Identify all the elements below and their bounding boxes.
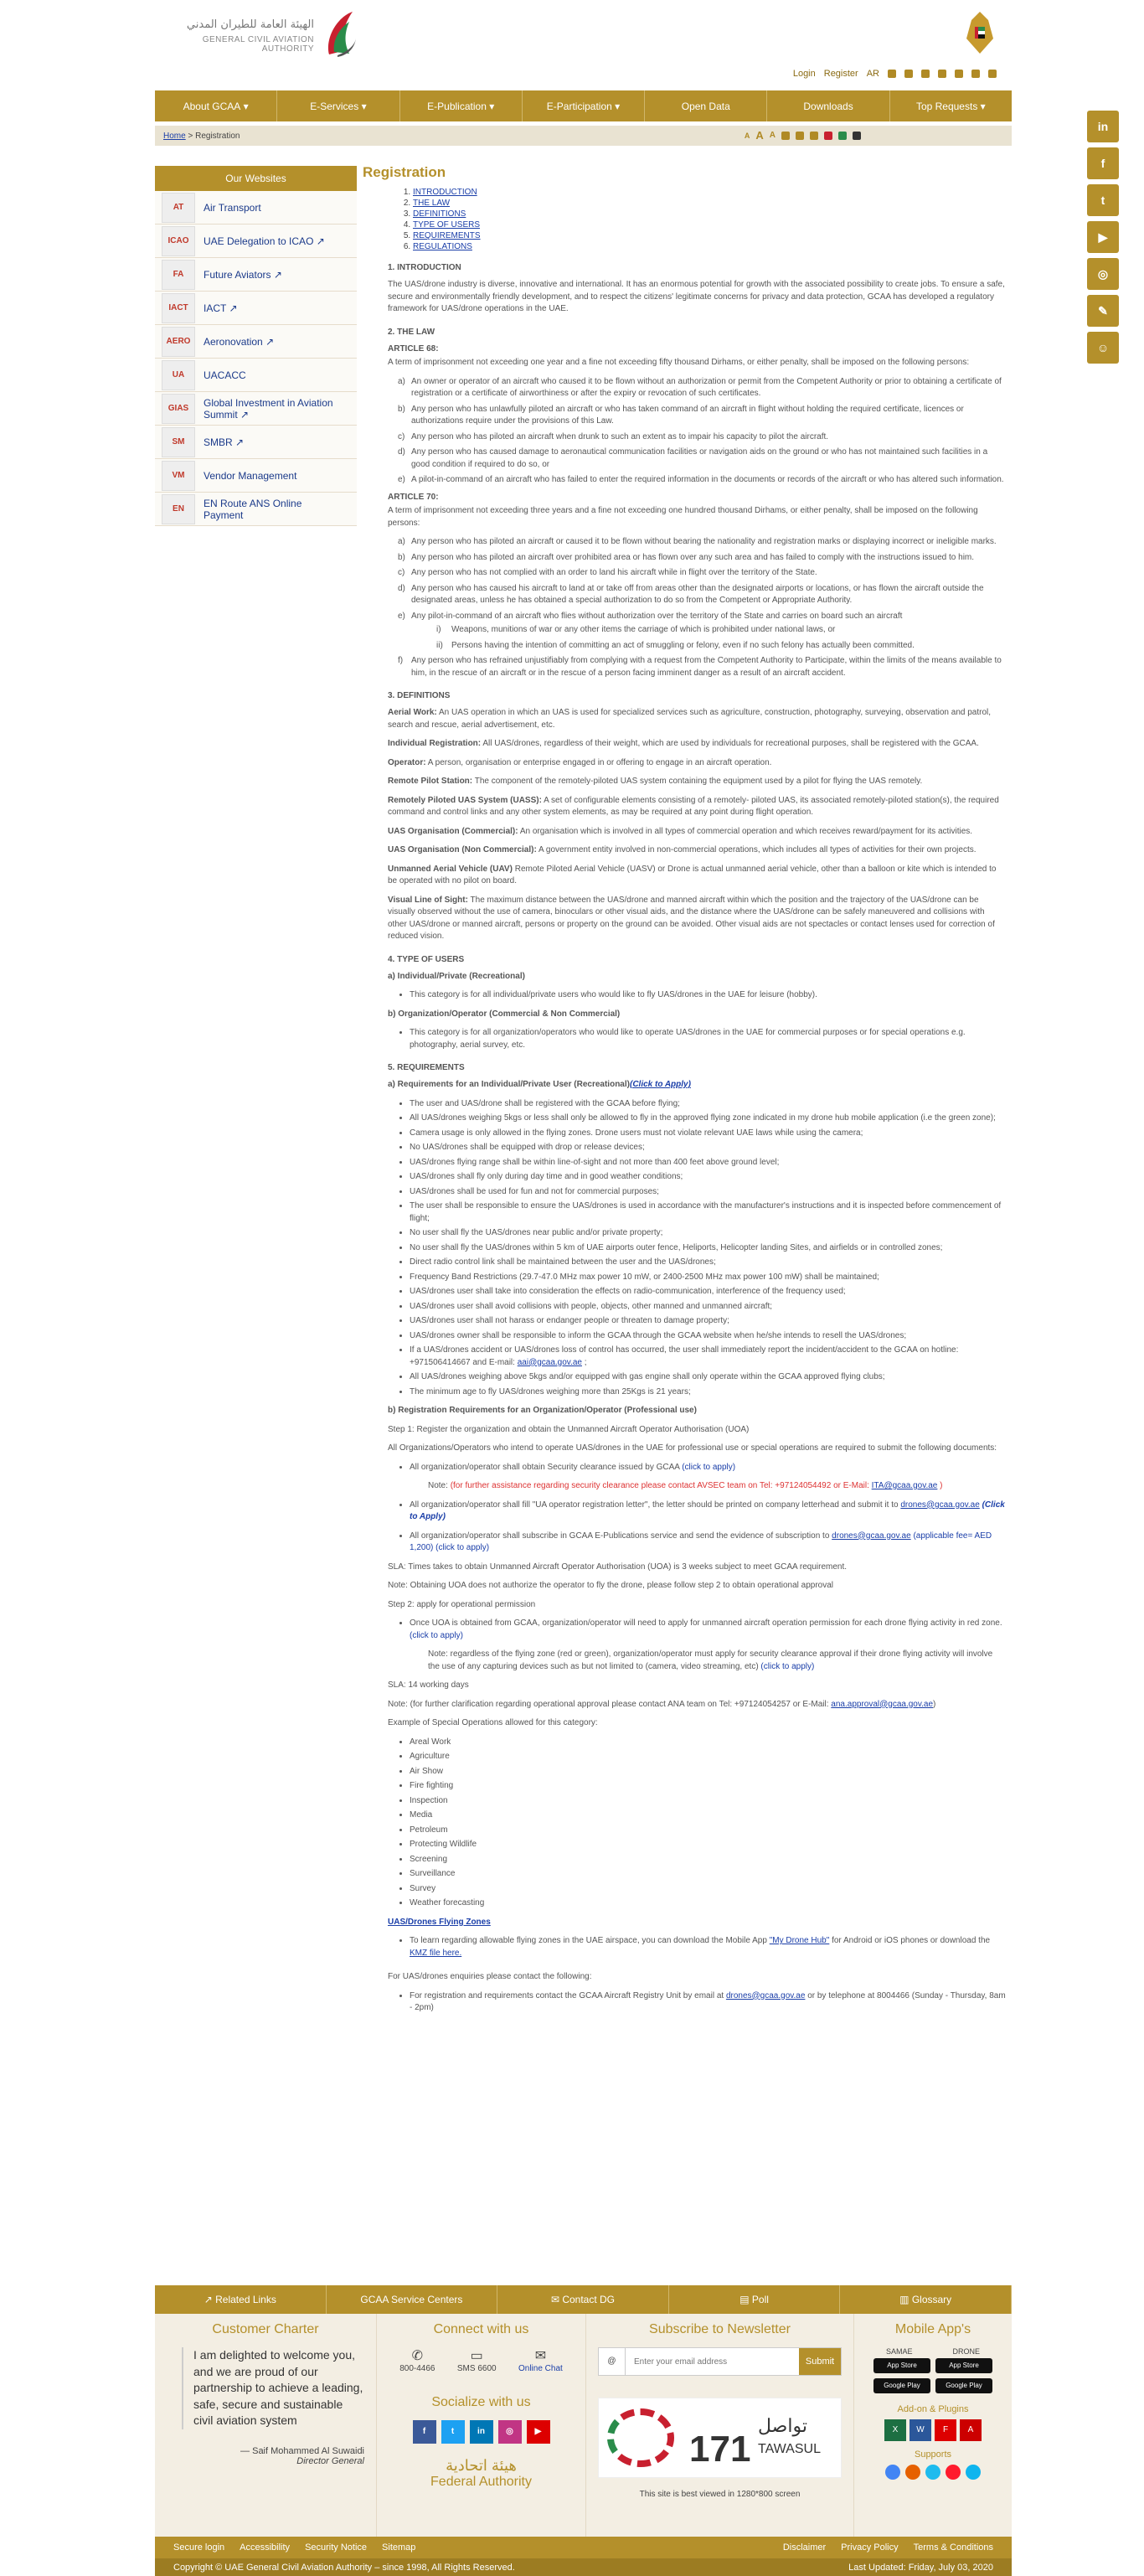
gias-icon: GIAS [162, 394, 195, 424]
article-68-list [398, 376, 1006, 487]
sms-contact[interactable]: ▭ SMS 6600 [456, 2349, 497, 2373]
phone-icon: ✆ [411, 2349, 424, 2363]
samae-googleplay-button[interactable]: Google Play [873, 2378, 930, 2393]
list-item: • The user and UAS/drone shall be registered with the GCAA before flying; [410, 1098, 1006, 1111]
list-item: • No user shall fly the UAS/drones near public and/or private property; [410, 1227, 1006, 1240]
nav-eservices[interactable] [277, 90, 399, 121]
step2-list [410, 1618, 1006, 1642]
breadcrumb-separator: > [188, 131, 193, 141]
list-item: • UAS/drones user shall not harass or endanger people or threaten to damage property; [410, 1315, 1006, 1328]
list-item: • All organization/operator shall subscribe in GCAA E-Publications service and send the evidence of subscription to drones@gcaa.gov.ae (applicable fee= AED 1,200) (click to apply) [410, 1531, 1006, 1555]
social-rail [1087, 111, 1119, 369]
list-item: • Frequency Band Restrictions (29.7-47.0 MHz max power 10 mW, or 2400-2500 MHz max power 100 mW) shall be maintained; [410, 1272, 1006, 1284]
external-link-icon: ↗ [204, 2294, 216, 2305]
list-item: • To learn regarding allowable flying zones in the UAE airspace, you can download the Mobile App "My Drone Hub" for Android or iOS phones or download the KMZ file here. [410, 1935, 1006, 1959]
chevron-down-icon: ▾ [361, 100, 367, 112]
special-operation-item: • Inspection [410, 1795, 1006, 1808]
sidebar-item-label: Air Transport [204, 201, 261, 214]
toc-requirements[interactable]: REQUIREMENTS [413, 231, 481, 240]
special-operation-item: • Agriculture [410, 1751, 1006, 1763]
flying-zones-list [410, 1935, 1006, 1959]
list-item: • UAS/drones user shall avoid collisions with people, objects, other manned and unmanned aircraft; [410, 1301, 1006, 1314]
connect-title: Connect with us [433, 2322, 529, 2336]
user-type-list [410, 989, 1006, 1002]
sub-item: Weapons, munitions of war or any other items the carriage of which is prohibited under national laws, or [451, 625, 836, 634]
definition: Operator: A person, organisation or enterprise engaged in or offering to engage in an aircraft operation. [388, 757, 772, 767]
top-links [793, 69, 997, 79]
individual-apply-link[interactable]: (Click to Apply) [629, 1080, 691, 1089]
footer-bar-label: GCAA Service Centers [360, 2294, 463, 2305]
nav-top-requests[interactable] [890, 90, 1012, 121]
sidebar-item-label: UACACC [204, 369, 246, 381]
air-transport-icon: AT [162, 193, 195, 223]
drone-appstore-button[interactable]: App Store [935, 2358, 992, 2373]
sla-text: SLA: 14 working days [388, 1680, 469, 1690]
enquiries-list [410, 1990, 1006, 2015]
excel-icon[interactable]: X [884, 2419, 906, 2441]
list-item: • No user shall fly the UAS/drones within 5 km of UAE airports outer fence, Heliports, Helicopter landing Sites, and airfields or in controlled zones; [410, 1242, 1006, 1255]
charter-title: Customer Charter [212, 2322, 319, 2336]
ana-note: Note: (for further clarification regarding operational approval please contact ANA team on Tel: +97124054257 or E-Mail: ana.approval@gcaa.gov.ae) [388, 1699, 936, 1709]
mail-icon[interactable] [921, 70, 930, 78]
future-aviators-icon: FA [162, 260, 195, 290]
home-icon[interactable] [988, 70, 997, 78]
samae-app-label: SAMAE [885, 2347, 913, 2356]
terms-link[interactable]: Terms & Conditions [913, 2542, 993, 2553]
newsletter-title: Subscribe to Newsletter [649, 2322, 791, 2336]
list-item: • All UAS/drones weighing 5kgs or less shall only be allowed to fly in the approved flying zone indicated in my drone hub mobile application (i.e the green zone); [410, 1112, 1006, 1125]
list-item: • If a UAS/drones accident or UAS/drones loss of control has occurred, the user shall immediately report the incident/accident to the GCAA on hotline: +971506414667 and E-mail: aai@gcaa.gov.ae ; [410, 1345, 1006, 1369]
individual-requirements-list [410, 1098, 1006, 1399]
enquiries-text: For UAS/drones enquiries please contact the following: [388, 1972, 592, 1981]
online-chat[interactable]: ✉ Online Chat [518, 2349, 563, 2373]
footer [155, 2314, 1012, 2537]
charter-name: — Saif Mohammed Al Suwaidi [240, 2445, 364, 2456]
list-item: • UAS/drones user shall take into consideration the effects on radio-communication, interference of the frequency used; [410, 1286, 1006, 1298]
nav-downloads[interactable] [767, 90, 889, 121]
linkedin-icon[interactable]: in [470, 2420, 493, 2444]
customer-charter [155, 2314, 377, 2537]
drone-googleplay-button[interactable]: Google Play [935, 2378, 992, 2393]
page-tools [745, 129, 861, 142]
toc-introduction[interactable]: INTRODUCTION [413, 188, 477, 197]
logo-english-text: GENERAL CIVIL AVIATION AUTHORITY [202, 35, 314, 54]
sidebar-item-icao[interactable] [155, 225, 357, 258]
breadcrumb-current: Registration [195, 131, 240, 141]
logo-arabic-text: الهيئة العامة للطيران المدني [186, 18, 314, 31]
nav-label: Open Data [681, 100, 730, 112]
chevron-down-icon: ▾ [243, 100, 249, 112]
definition: Unmanned Aerial Vehicle (UAV) Remote Piloted Aerial Vehicle (UASV) or Drone is actual unmanned aerial vehicle, other than a balloon or kite which is intended to be operated with no pilot on board. [388, 864, 997, 885]
mobile-icon[interactable] [971, 70, 980, 78]
toc-law[interactable]: THE LAW [413, 199, 451, 208]
ana-email-link[interactable]: ana.approval@gcaa.gov.ae [831, 1699, 934, 1709]
section-heading: 2. THE LAW [388, 327, 435, 337]
list-item: • UAS/drones owner shall be responsible to inform the GCAA through the GCAA website when he/she intends to resell the UAS/drones; [410, 1330, 1006, 1343]
copyright-bar [155, 2558, 1012, 2576]
registration-letter-apply-link[interactable]: (Click to Apply) [410, 1500, 1005, 1521]
twitter-icon[interactable]: t [1087, 184, 1119, 216]
uacacc-icon: UA [162, 360, 195, 390]
newsletter [586, 2314, 854, 2537]
special-operation-item: • Weather forecasting [410, 1897, 1006, 1910]
sitemap-link[interactable]: Sitemap [382, 2542, 416, 2553]
connect-with-us [377, 2314, 586, 2537]
federal-authority-english: Federal Authority [430, 2475, 532, 2489]
list-item: • The user shall be responsible to ensure the UAS/drones is used in accordance with the manufacturer's instructions and it is inspected before commencement of flight; [410, 1200, 1006, 1225]
documents-list [410, 1462, 1006, 1474]
security-approval-apply-link[interactable]: (click to apply) [760, 1661, 815, 1671]
section-heading: 5. REQUIREMENTS [388, 1063, 465, 1072]
chrome-icon [885, 2465, 900, 2480]
font-reset-button[interactable]: A [755, 129, 764, 142]
facebook-icon[interactable]: f [413, 2420, 436, 2444]
footer-bar [155, 2285, 1012, 2314]
special-operations-list [410, 1737, 1006, 1910]
print-icon[interactable] [810, 132, 818, 140]
operation-permission-apply-link[interactable]: (click to apply) [410, 1630, 463, 1640]
drone-app-label: DRONE [952, 2347, 980, 2356]
ita-email-link[interactable]: ITA@gcaa.gov.ae [871, 1481, 938, 1490]
list-item: • All organization/operator shall obtain Security clearance issued by GCAA (click to apply) [410, 1462, 1006, 1474]
nav-open-data[interactable] [645, 90, 767, 121]
subheading: b) Registration Requirements for an Organization/Operator (Professional use) [388, 1406, 697, 1415]
subheading: a) Individual/Private (Recreational) [388, 971, 525, 981]
nav-label: E-Services [310, 100, 359, 112]
instagram-icon[interactable]: ◎ [1087, 258, 1119, 290]
copyright-text: Copyright © UAE General Civil Aviation Authority – since 1998, All Rights Reserved. [173, 2562, 515, 2573]
federal-authority-arabic: هيئة اتحادية [446, 2457, 517, 2474]
special-operation-item: • Surveillance [410, 1868, 1006, 1881]
toc-type-of-users[interactable]: TYPE OF USERS [413, 220, 481, 230]
drones-email-link[interactable]: drones@gcaa.gov.ae [832, 1531, 911, 1541]
nav-about[interactable] [155, 90, 277, 121]
sub-item: Persons having the intention of committing an act of smuggling or felony, even if no such felony has actually been committed. [451, 640, 915, 650]
uae-emblem-icon [963, 8, 997, 57]
sla-text: SLA: Times takes to obtain Unmanned Aircraft Operator Authorisation (UOA) is 3 weeks subject to meet GCAA requirement. [388, 1562, 848, 1572]
aeronovation-icon: AERO [162, 327, 195, 357]
poll-icon: ▤ [739, 2294, 752, 2305]
secure-login-link[interactable]: Secure login [173, 2542, 225, 2553]
intro-paragraph: The UAS/drone industry is diverse, innovative and international. It has an enormous potential for growth with the associated possibility to create jobs. To ensure a safe, secure and environmentally friendly development, and to respect the citizens' legitimate concerns for privacy and data protection, GCAA has developed a regulatory framework for UAS/drone operations in the UAE. [388, 280, 1005, 313]
nav-label: About GCAA [183, 100, 241, 112]
definition: Visual Line of Sight: The maximum distance between the UAS/drone and manned aircraft within which the position and the trajectory of the UAS/drone can be visually observed without the use of camera, binoculars or other visual aids, and the distance where the UAS/drone can be safely maneuvered and collisions with other UAS/drone or manned aircraft, persons or property on the ground can be avoided. Other visual aids are not spectacles or contact lenses used for correction of reduced vision. [388, 895, 995, 941]
samae-appstore-button[interactable]: App Store [873, 2358, 930, 2373]
sidebar-item-label: Future Aviators [204, 268, 271, 281]
sidebar-item-air-transport[interactable] [155, 191, 357, 225]
definition: Remotely Piloted UAS System (UASS): A set of configurable elements consisting of a remotely- piloted UAS, its associated remotely-piloted station(s), the required command and control links and any other system elements, as may be required at any point during flight operation. [388, 795, 999, 817]
section-heading: 4. TYPE OF USERS [388, 954, 465, 964]
iact-icon: IACT [162, 293, 195, 323]
sidebar-item-label: Global Investment in Aviation Summit [204, 396, 333, 421]
apps-title: Mobile App's [894, 2322, 971, 2336]
mobile-apps [854, 2314, 1012, 2537]
tawasul-arabic: تواصل [758, 2415, 807, 2436]
list-item: • No UAS/drones shall be equipped with drop or release devices; [410, 1142, 1006, 1154]
breadcrumb-home[interactable]: Home [163, 131, 186, 141]
tawasul-banner[interactable] [598, 2398, 842, 2478]
search-icon[interactable] [888, 70, 896, 78]
list-item: • Direct radio control link shall be maintained between the user and the UAS/drones; [410, 1257, 1006, 1269]
special-operation-item: • Media [410, 1809, 1006, 1822]
flying-zone-note: Note: regardless of the flying zone (red or green), organization/operator must apply for security clearance approval if their drone flying activity will involve the use of any capturing devices such as but not limited to (camera, video streaming, etc) (click to apply) [428, 1649, 993, 1671]
list-item: f) Any person who has refrained unjustifiably from complying with a request from the Competent Authority to Participate, within the limits of the means available to him, in the rescue of an aircraft or in the rescue of a person facing imminent danger as a result of an aircraft accident. [398, 656, 1002, 678]
youtube-icon[interactable]: ▶ [527, 2420, 550, 2444]
tawasul-number: 171 [689, 2429, 751, 2470]
toc-regulations[interactable]: REGULATIONS [413, 242, 472, 251]
instagram-icon[interactable]: ◎ [498, 2420, 522, 2444]
nav-label: E-Publication [427, 100, 487, 112]
footer-bar-label: Glossary [911, 2294, 952, 2305]
sidebar-item-uacacc[interactable] [155, 359, 357, 392]
definition: Remote Pilot Station: The component of the remotely-piloted UAS system containing the equipment used by a pilot for flying the UAS remotely. [388, 777, 923, 786]
definition: Aerial Work: An UAS operation in which an UAS is used for specialized services such as agriculture, construction, photography, surveying, observation and patrol, search and rescue, aerial advertisement, etc. [388, 708, 992, 730]
external-link-icon: ↗ [316, 235, 325, 247]
login-link[interactable]: Login [792, 69, 816, 79]
list-item: • Once UOA is obtained from GCAA, organization/operator will need to apply for unmanned aircraft operation permission for each drone flying activity in red zone. (click to apply) [410, 1618, 1006, 1642]
footer-bar-label: Related Links [215, 2294, 276, 2305]
happiness-icon[interactable]: ☺ [1087, 332, 1119, 364]
list-item: a) Any person who has piloted an aircraft or caused it to be flown without bearing the nationality and registration marks or displaying incorrect or ineligible marks. [398, 537, 997, 546]
sidebar-item-future-aviators[interactable] [155, 258, 357, 292]
arabic-link[interactable]: AR [866, 69, 879, 79]
list-item: • The minimum age to fly UAS/drones weighing more than 25Kgs is 21 years; [410, 1386, 1006, 1399]
best-viewed-text: This site is best viewed in 1280*800 screen [639, 2490, 801, 2499]
list-item: c) Any person who has piloted an aircraft when drunk to such an extent as to impair his capacity to pilot the aircraft. [398, 431, 829, 441]
sidebar-item-gias[interactable] [155, 392, 357, 426]
drones-email-link[interactable]: drones@gcaa.gov.ae [725, 1990, 806, 2000]
list-item: d) Any person who has caused his aircraft to land at or take off from areas other than the designated airports or locations, or has flown the aircraft outside the designated areas, unless he has obtained a special authorization to do so from the Competent or Appropriate Authority. [398, 583, 984, 605]
sidebar-item-iact[interactable] [155, 292, 357, 325]
chevron-down-icon: ▾ [615, 100, 621, 112]
sms-icon: ▭ [470, 2349, 483, 2363]
privacy-link[interactable]: Privacy Policy [841, 2542, 899, 2553]
special-operation-item: • Fire fighting [410, 1780, 1006, 1793]
sidebar-item-label: EN Route ANS Online Payment [204, 497, 302, 521]
chevron-down-icon: ▾ [980, 100, 986, 112]
drones-email-link[interactable]: drones@gcaa.gov.ae [900, 1500, 980, 1510]
list-item: • UAS/drones shall fly only during day time and in good weather conditions; [410, 1171, 1006, 1184]
sidebar-item-label: Aeronovation [204, 335, 263, 348]
linkedin-icon[interactable]: in [1087, 111, 1119, 142]
font-increase-button[interactable]: A [769, 131, 776, 140]
list-item: b) Any person who has unlawfully piloted an aircraft or who has taken command of an aircraft in flight without holding the required certificate, licences or authorizations require under the provisions of this Law. [398, 404, 964, 426]
uoa-note: Note: Obtaining UOA does not authorize the operator to fly the drone, please follow step 2 to obtain operational approval [388, 1581, 834, 1590]
page-title: Registration [363, 164, 446, 180]
toc-definitions[interactable]: DEFINITIONS [413, 209, 466, 219]
list-item: a) An owner or operator of an aircraft who caused it to be flown without an authorization or permit from the Competent Authority or prior to obtaining a certificate of registration or a certificate of airworthiness or after the expiry or revocation of such certificates. [398, 376, 1002, 398]
sitemap-icon[interactable] [955, 70, 963, 78]
external-link-icon: ↗ [265, 335, 275, 348]
socialize-title: Socialize with us [431, 2395, 531, 2409]
disclaimer-link[interactable]: Disclaimer [782, 2542, 827, 2553]
subheading: b) Organization/Operator (Commercial & Non Commercial) [388, 1009, 621, 1019]
newsletter-submit-button[interactable]: Submit [799, 2348, 841, 2375]
site-header [155, 0, 1012, 90]
service-centers-button[interactable] [327, 2285, 498, 2314]
step-text: Step 1: Register the organization and obtain the Unmanned Aircraft Operator Authorisation (UOA) [388, 1424, 750, 1434]
nav-label: Downloads [803, 100, 853, 112]
security-notice-link[interactable]: Security Notice [305, 2542, 368, 2553]
list-item: • UAS/drones shall be used for fun and not for commercial purposes; [410, 1186, 1006, 1199]
list-item: b) Any person who has piloted an aircraft over prohibited area or has flown over any such area and has failed to comply with the instructions issued to him. [398, 552, 975, 562]
fee-text: (applicable fee= AED 1,200) [410, 1531, 992, 1552]
vendor-icon: VM [162, 461, 195, 491]
special-operation-item: • Air Show [410, 1766, 1006, 1778]
smbr-icon: SM [162, 427, 195, 457]
special-operation-item: • Survey [410, 1883, 1006, 1896]
related-links-button[interactable] [155, 2285, 327, 2314]
accessibility-icon[interactable] [904, 70, 913, 78]
facebook-icon[interactable]: f [1087, 147, 1119, 179]
sidebar [155, 166, 357, 526]
sidebar-item-label: IACT [204, 302, 227, 314]
breadcrumb [155, 126, 1012, 146]
at-icon: @ [599, 2348, 626, 2375]
main-content [363, 164, 1006, 2021]
sidebar-item-smbr[interactable] [155, 426, 357, 459]
list-item: d) Any person who has caused damage to aeronautical communication facilities or navigation aids on the ground or who has not maintained such facilities in a good condition if required to do so, or [398, 447, 988, 469]
enroute-icon: EN [162, 494, 195, 524]
glossary-button[interactable] [840, 2285, 1012, 2314]
security-note: Note: (for further assistance regarding security clearance please contact AVSEC team on Tel: +97124054492 or E-Mail: ITA@gcaa.gov.ae ) [428, 1481, 943, 1490]
external-link-icon: ↗ [235, 436, 245, 448]
special-operation-item: • Protecting Wildlife [410, 1839, 1006, 1851]
external-link-icon: ↗ [273, 268, 282, 281]
article-paragraph: A term of imprisonment not exceeding one year and a fine not exceeding fifty thousand Dirhams, or either penalty, shall be imposed on the following persons: [388, 358, 970, 367]
twitter-icon[interactable]: t [441, 2420, 465, 2444]
color-green-icon[interactable] [838, 132, 847, 140]
accessibility-link[interactable]: Accessibility [240, 2542, 291, 2553]
section-heading: 1. INTRODUCTION [388, 263, 461, 272]
sidebar-item-label: Vendor Management [204, 469, 297, 482]
addon-title: Add-on & Plugins [897, 2404, 969, 2414]
gcaa-logo[interactable] [163, 8, 364, 59]
mail-icon: ✉ [550, 2294, 563, 2305]
youtube-icon[interactable]: ▶ [1087, 221, 1119, 253]
external-link-icon: ↗ [229, 302, 238, 314]
list-item: e) Any pilot-in-command of an aircraft who flies without authorization over the territory of the State and carries on board such an aircraft i) Weapons, munitions of war or any other items the carriage of which is prohibited under national laws, or ii) Persons having the intention of committing an act of smuggling or felony, even if no such felony has actually been committed. [398, 611, 915, 650]
charter-quote: I am delighted to welcome you, and we are proud of our partnership to achieve a leading, safe, secure and sustainable civil aviation system [182, 2347, 364, 2429]
safari-icon [966, 2465, 981, 2480]
color-dark-icon[interactable] [853, 132, 861, 140]
article-paragraph: A term of imprisonment not exceeding three years and a fine not exceeding one hundred thousand Dirhams, or either penalty, shall be imposed on the following persons: [388, 506, 978, 528]
email-icon[interactable] [796, 132, 804, 140]
article-70-list [398, 536, 1006, 679]
contact-dg-button[interactable] [497, 2285, 669, 2314]
list-item: • For registration and requirements contact the GCAA Aircraft Registry Unit by email at drones@gcaa.gov.ae or by telephone at 8004466 (Sunday - Thursday, 8am - 2pm) [410, 1990, 1006, 2015]
my-drone-hub-link[interactable]: "My Drone Hub" [769, 1936, 830, 1945]
section-heading: 3. DEFINITIONS [388, 691, 451, 700]
ie-icon [925, 2465, 940, 2480]
aai-email-link[interactable]: aai@gcaa.gov.ae [517, 1357, 582, 1367]
poll-button[interactable] [669, 2285, 841, 2314]
definition: UAS Organisation (Commercial): An organisation which is involved in all types of commercial operation and which receives reward/payment for its activities. [388, 826, 973, 836]
share-icon[interactable] [781, 132, 790, 140]
subheading: a) Requirements for an Individual/Private User (Recreational)(Click to Apply) [388, 1080, 691, 1089]
supports-title: Supports [914, 2450, 952, 2460]
list-item: • This category is for all organization/operators who would like to operate UAS/drones in the UAE for commercial purposes or for special operations e.g. photography, aerial survey, etc. [410, 1027, 1006, 1051]
falcon-logo-icon [321, 8, 358, 59]
list-item: • This category is for all individual/private users who would like to fly UAS/drones in the UAE for leisure (hobby). [410, 989, 1006, 1002]
flying-zones-link[interactable]: UAS/Drones Flying Zones [388, 1917, 491, 1927]
documents-list [410, 1500, 1006, 1555]
article-heading: ARTICLE 68: [388, 343, 439, 354]
feedback-icon[interactable]: ✎ [1087, 295, 1119, 327]
security-clearance-apply-link[interactable]: (click to apply) [682, 1462, 736, 1472]
external-link-icon: ↗ [240, 408, 250, 421]
charter-role: Director General [296, 2455, 364, 2466]
newsletter-email-input[interactable] [626, 2348, 799, 2375]
special-operation-item: • Screening [410, 1854, 1006, 1866]
sidebar-item-enroute[interactable] [155, 493, 357, 526]
list-item: e) A pilot-in-command of an aircraft who has failed to enter the required information in the documents or records of the aircraft or who has altered such information. [398, 475, 1004, 484]
list-item: • UAS/drones flying range shall be within line-of-sight and not more than 400 feet above ground level; [410, 1157, 1006, 1169]
kmz-file-link[interactable]: KMZ file here. [410, 1948, 462, 1958]
list-item: • All UAS/drones weighing above 5kgs and/or equipped with gas engine shall only operate within the GCAA approved flying clubs; [410, 1371, 1006, 1384]
definition: UAS Organisation (Non Commercial): A government entity involved in non-commercial operations, which includes all types of activities for their own projects. [388, 845, 977, 854]
sidebar-item-aeronovation[interactable] [155, 325, 357, 359]
phone-icon[interactable] [938, 70, 946, 78]
chevron-down-icon: ▾ [489, 100, 495, 112]
word-icon[interactable]: W [910, 2419, 931, 2441]
user-type-list [410, 1027, 1006, 1051]
list-item: • Camera usage is only allowed in the flying zones. Drone users must not violate relevant UAE laws while using the camera; [410, 1128, 1006, 1140]
special-ops-heading: Example of Special Operations allowed for this category: [388, 1718, 598, 1727]
epublication-apply-link[interactable]: (click to apply) [435, 1543, 490, 1552]
list-item: • All organization/operator shall fill "UA operator registration letter", the letter should be printed on company letterhead and submit it to drones@gcaa.gov.ae (Click to Apply) [410, 1500, 1006, 1524]
chat-icon: ✉ [534, 2349, 547, 2363]
last-updated-text: Last Updated: Friday, July 03, 2020 [848, 2562, 993, 2573]
firefox-icon [905, 2465, 920, 2480]
sidebar-title: Our Websites [155, 166, 357, 191]
nav-epublication[interactable] [400, 90, 523, 121]
font-decrease-button[interactable]: A [744, 131, 750, 140]
footer-bar-label: Contact DG [562, 2294, 616, 2305]
table-of-contents [413, 188, 1006, 251]
tawasul-english: TAWASUL [758, 2442, 821, 2456]
book-icon: ▥ [899, 2294, 912, 2305]
register-link[interactable]: Register [823, 69, 858, 79]
nav-label: E-Participation [546, 100, 612, 112]
list-item: c) Any person who has not complied with an order to land his aircraft while in flight over the territory of the State. [398, 568, 817, 577]
footer-bar-label: Poll [751, 2294, 769, 2305]
pdf-icon[interactable]: A [960, 2419, 982, 2441]
special-operation-item: • Petroleum [410, 1825, 1006, 1837]
flash-icon[interactable]: F [935, 2419, 956, 2441]
color-red-icon[interactable] [824, 132, 832, 140]
footer-links [155, 2537, 1012, 2558]
definition: Individual Registration: All UAS/drones, regardless of their weight, which are used by individuals for recreational purposes, shall be registered with the GCAA. [388, 739, 979, 748]
special-operation-item: • Areal Work [410, 1737, 1006, 1749]
main-nav [155, 90, 1012, 121]
nav-label: Top Requests [915, 100, 978, 112]
opera-icon [946, 2465, 961, 2480]
step-text: Step 2: apply for operational permission [388, 1599, 536, 1609]
nav-eparticipation[interactable] [523, 90, 645, 121]
icao-icon: ICAO [162, 226, 195, 256]
sidebar-item-label: SMBR [204, 436, 233, 448]
sidebar-item-vendor[interactable] [155, 459, 357, 493]
article-heading: ARTICLE 70: [388, 492, 439, 502]
sidebar-item-label: UAE Delegation to ICAO [204, 235, 314, 247]
step-paragraph: All Organizations/Operators who intend to operate UAS/drones in the UAE for professional use or special operations are required to submit the following documents: [388, 1443, 997, 1453]
phone-contact[interactable]: ✆ 800-4466 [399, 2349, 435, 2373]
